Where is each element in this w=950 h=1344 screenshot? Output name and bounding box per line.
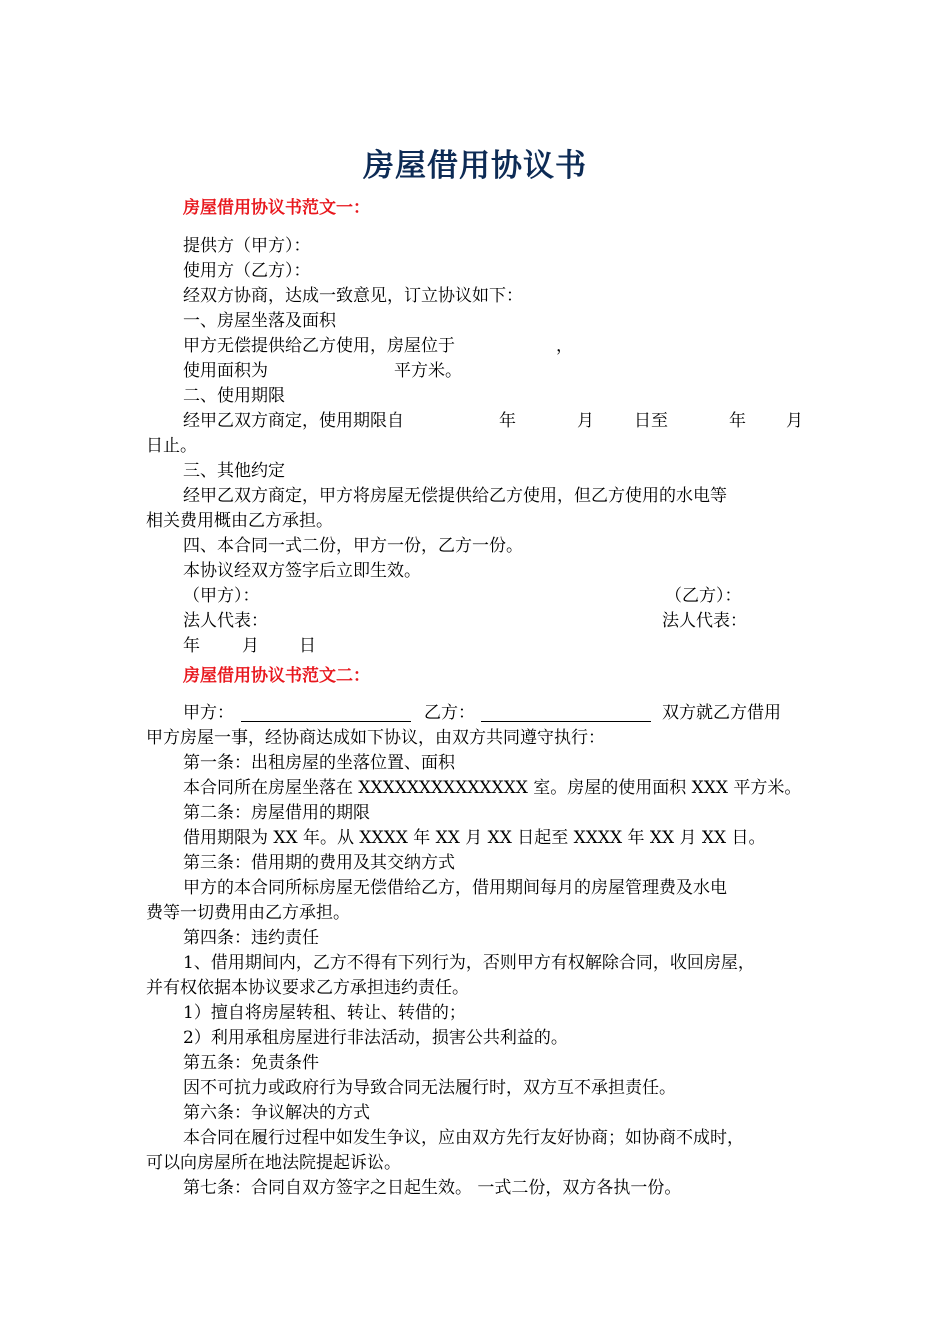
section2-month2: 月 <box>786 411 803 431</box>
rep-a-signature: 法人代表： <box>183 611 268 631</box>
intro-tail: 双方就乙方借用 <box>662 703 781 723</box>
article6-line2: 可以向房屋所在地法院提起诉讼。 <box>146 1153 401 1173</box>
intro-line: 经双方协商，达成一致意见，订立协议如下： <box>183 286 523 306</box>
sample2-heading: 房屋借用协议书范文二： <box>183 666 370 686</box>
intro-line2: 甲方房屋一事，经协商达成如下协议，由双方共同遵守执行： <box>146 728 605 748</box>
section2-title: 二、使用期限 <box>183 386 285 406</box>
article2-title: 第二条：房屋借用的期限 <box>183 803 370 823</box>
article4-item1: 1）擅自将房屋转租、转让、转借的； <box>183 1003 466 1023</box>
user-line: 使用方（乙方）： <box>183 261 311 281</box>
section2-day-to: 日至 <box>634 411 668 431</box>
section2-line1: 经甲乙双方商定，使用期限自 <box>183 411 404 431</box>
section1-line1-comma: ， <box>556 336 573 356</box>
article2-body: 借用期限为 XX 年。从 XXXX 年 XX 月 XX 日起至 XXXX 年 XX 月 XX 日。 <box>183 828 766 848</box>
section3-line2: 相关费用概由乙方承担。 <box>146 511 333 531</box>
section1-line1-text: 甲方无偿提供给乙方使用，房屋位于 <box>183 336 455 356</box>
article4-line2: 并有权依据本协议要求乙方承担违约责任。 <box>146 978 469 998</box>
section4-line: 四、本合同一式二份，甲方一份，乙方一份。 <box>183 536 523 556</box>
article5-title: 第五条：免责条件 <box>183 1053 319 1073</box>
rep-b-signature: 法人代表： <box>662 611 747 631</box>
article7-line: 第七条：合同自双方签字之日起生效。 一式二份，双方各执一份。 <box>183 1178 682 1198</box>
party-a-signature: （甲方）： <box>183 586 260 606</box>
section2-month1: 月 <box>577 411 594 431</box>
party-a-blank <box>241 701 411 722</box>
party-b-blank <box>481 701 651 722</box>
date-day: 日 <box>299 636 316 656</box>
article6-line1: 本合同在履行过程中如发生争议，应由双方先行友好协商；如协商不成时， <box>183 1128 744 1148</box>
section2-year2: 年 <box>729 411 746 431</box>
party-a-label: 甲方： <box>183 703 234 723</box>
article5-body: 因不可抗力或政府行为导致合同无法履行时，双方互不承担责任。 <box>183 1078 676 1098</box>
section2-line2: 日止。 <box>146 436 197 456</box>
article3-line2: 费等一切费用由乙方承担。 <box>146 903 350 923</box>
section3-line1: 经甲乙双方商定，甲方将房屋无偿提供给乙方使用，但乙方使用的水电等 <box>183 486 727 506</box>
party-b-signature: （乙方）： <box>665 586 742 606</box>
sample1-heading: 房屋借用协议书范文一： <box>183 198 370 218</box>
section1-title: 一、房屋坐落及面积 <box>183 311 336 331</box>
provider-line: 提供方（甲方）： <box>183 236 311 256</box>
article1-title: 第一条：出租房屋的坐落位置、面积 <box>183 753 455 773</box>
article3-title: 第三条：借用期的费用及其交纳方式 <box>183 853 455 873</box>
effect-line: 本协议经双方签字后立即生效。 <box>183 561 421 581</box>
article4-title: 第四条：违约责任 <box>183 928 319 948</box>
section2-year1: 年 <box>499 411 516 431</box>
date-year: 年 <box>183 636 200 656</box>
section3-title: 三、其他约定 <box>183 461 285 481</box>
party-b-label: 乙方： <box>424 703 475 723</box>
article3-line1: 甲方的本合同所标房屋无偿借给乙方，借用期间每月的房屋管理费及水电 <box>183 878 727 898</box>
document-title: 房屋借用协议书 <box>363 148 587 184</box>
article4-line1: 1、借用期间内，乙方不得有下列行为，否则甲方有权解除合同，收回房屋， <box>183 953 755 973</box>
date-month: 月 <box>242 636 259 656</box>
section1-line2: 使用面积为 <box>183 361 268 381</box>
article1-body: 本合同所在房屋坐落在 XXXXXXXXXXXXXX 室。房屋的使用面积 XXX 平方米。 <box>183 778 802 798</box>
article4-item2: 2）利用承租房屋进行非法活动，损害公共利益的。 <box>183 1028 568 1048</box>
section1-line1 <box>183 334 455 359</box>
article6-title: 第六条：争议解决的方式 <box>183 1103 370 1123</box>
section1-area-unit: 平方米。 <box>394 361 462 381</box>
